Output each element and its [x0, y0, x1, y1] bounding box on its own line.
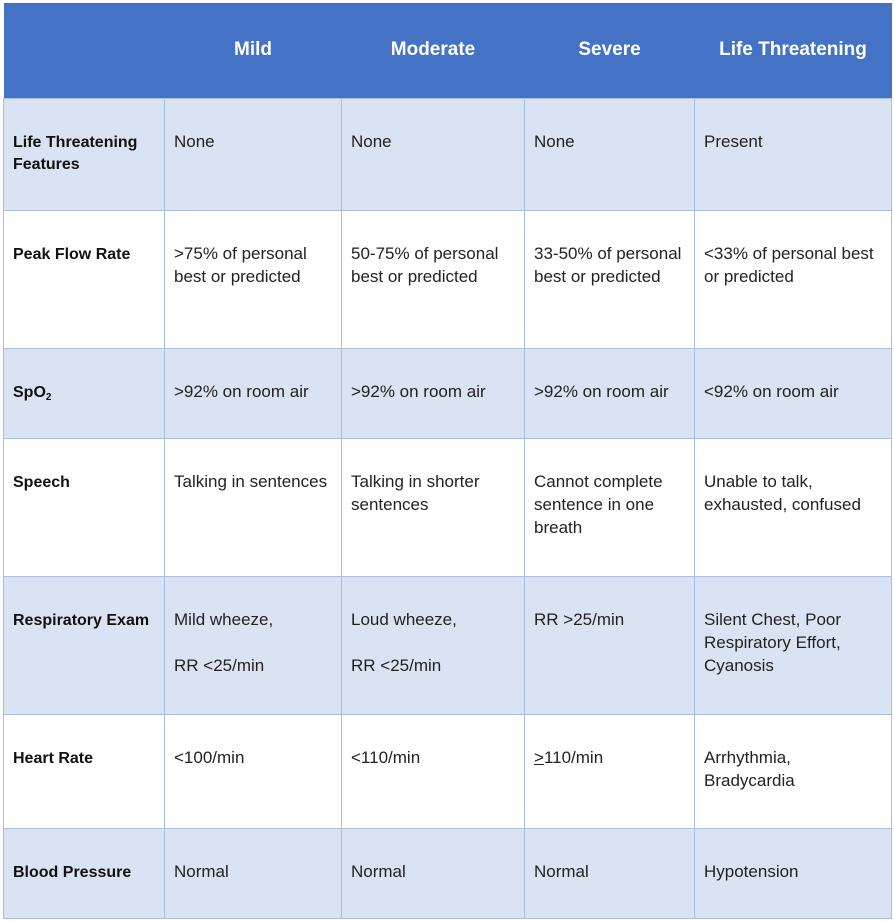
- header-life-threatening: Life Threatening: [695, 3, 892, 99]
- row-speech: [4, 439, 892, 577]
- cell-mild: <100/min: [165, 715, 342, 829]
- header-row: [4, 3, 892, 99]
- cell-moderate: Normal: [342, 829, 525, 919]
- mild-wheeze-text: Mild wheeze,: [174, 610, 274, 629]
- spo2-subscript: 2: [45, 392, 52, 403]
- cell-severe: [525, 715, 695, 829]
- cell-mild: >92% on room air: [165, 349, 342, 439]
- cell-life-threatening: Present: [695, 99, 892, 211]
- cell-life-threatening: Silent Chest, Poor Respiratory Effort, Cyanosis: [695, 577, 892, 715]
- severe-heart-rate-value: 110/min: [543, 748, 604, 767]
- row-blood-pressure: [4, 829, 892, 919]
- row-label: [4, 349, 165, 439]
- cell-severe: Normal: [525, 829, 695, 919]
- cell-life-threatening: <92% on room air: [695, 349, 892, 439]
- moderate-rr-text: RR <25/min: [351, 656, 442, 675]
- cell-moderate: None: [342, 99, 525, 211]
- asthma-severity-table: [3, 3, 892, 919]
- cell-moderate: >92% on room air: [342, 349, 525, 439]
- greater-equal-symbol: >: [534, 748, 544, 767]
- cell-life-threatening: Arrhythmia, Bradycardia: [695, 715, 892, 829]
- header-mild: Mild: [165, 3, 342, 99]
- cell-mild: Normal: [165, 829, 342, 919]
- cell-moderate: Talking in shorter sentences: [342, 439, 525, 577]
- moderate-wheeze-text: Loud wheeze,: [351, 610, 457, 629]
- cell-severe: 33-50% of personal best or predicted: [525, 211, 695, 349]
- spo2-label: SpO: [13, 384, 46, 401]
- header-severe: Severe: [525, 3, 695, 99]
- row-spo2: [4, 349, 892, 439]
- row-label: Peak Flow Rate: [4, 211, 165, 349]
- row-label: Blood Pressure: [4, 829, 165, 919]
- cell-moderate: <110/min: [342, 715, 525, 829]
- cell-severe: RR >25/min: [525, 577, 695, 715]
- row-life-threatening-features: [4, 99, 892, 211]
- row-label: Respiratory Exam: [4, 577, 165, 715]
- cell-moderate: [342, 577, 525, 715]
- cell-life-threatening: Hypotension: [695, 829, 892, 919]
- row-respiratory-exam: [4, 577, 892, 715]
- cell-severe: >92% on room air: [525, 349, 695, 439]
- row-label: Life Threatening Features: [4, 99, 165, 211]
- header-moderate: Moderate: [342, 3, 525, 99]
- cell-severe: Cannot complete sentence in one breath: [525, 439, 695, 577]
- cell-mild: [165, 577, 342, 715]
- cell-mild: >75% of personal best or predicted: [165, 211, 342, 349]
- cell-life-threatening: <33% of personal best or predicted: [695, 211, 892, 349]
- cell-moderate: 50-75% of personal best or predicted: [342, 211, 525, 349]
- row-heart-rate: [4, 715, 892, 829]
- row-label: Heart Rate: [4, 715, 165, 829]
- cell-severe: None: [525, 99, 695, 211]
- cell-life-threatening: Unable to talk, exhausted, confused: [695, 439, 892, 577]
- row-label: Speech: [4, 439, 165, 577]
- cell-mild: Talking in sentences: [165, 439, 342, 577]
- header-blank: [4, 3, 165, 99]
- cell-mild: None: [165, 99, 342, 211]
- row-peak-flow-rate: [4, 211, 892, 349]
- mild-rr-text: RR <25/min: [174, 656, 265, 675]
